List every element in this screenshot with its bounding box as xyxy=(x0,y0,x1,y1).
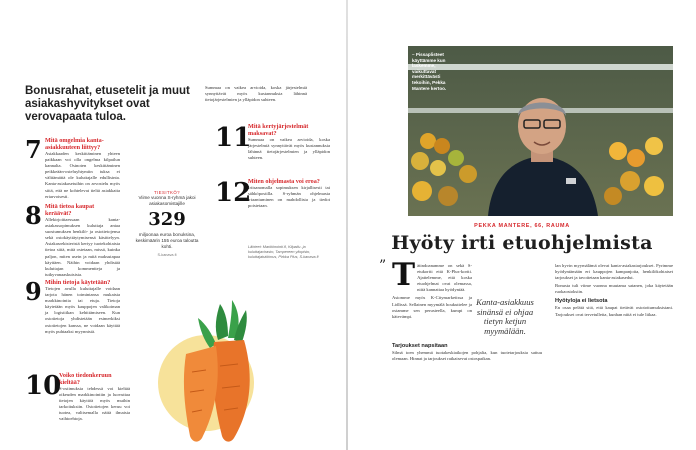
faq-answer: Asiakkaaden keskittäminen yhteen paikkaan voi olla ongelma kilpailun kannalta. Osinoten keskittäminen peikkeään-osteluyhtymiin tuksa ei välttämättä ole kuluttajalle edullisinta. Kanta-asiakasetuihin on arvostelu myös siitä, että ne kohtelevat tieltä asiakkaita eriarvoisesti. xyxy=(45,151,120,199)
faq-number: 7 xyxy=(25,135,42,164)
byline: PEKKA MANTERE, 66, RAUMA xyxy=(474,223,570,229)
faq-number: 8 xyxy=(25,201,42,230)
faq-item-7 xyxy=(25,137,120,200)
left-headline: Bonusrahat, etusetelit ja muut asiakashyvitykset ovat verovapaata tuloa. xyxy=(25,85,190,123)
faq-number: 11 xyxy=(215,123,252,153)
pull-quote: Kanta-asiakkuus sinänsä ei ohjaa tietyn ketjun myymälään. xyxy=(476,297,534,336)
faq-answer: Allekirjoittaessaan kanta-asiakassopimuksen kuluttaja antaa suostumuksen henkilö- ja ostotietojensa sekä ostokäyttäytymisensä käsittelyyn. Asiakasrekisteristä kertyy tuotekohtaista tietoa siitä, mitä ostetaan, missä, kuinka paljon, miten usein ja mitä maksutapaa käyttäen. Näihin voidaan yhdistää kuluttajan kommentteja ja tutkyvanaaskuisista. xyxy=(45,217,120,277)
faq-item-8 xyxy=(25,203,120,278)
faq-item-9 xyxy=(25,279,120,335)
paragraph: En osaa pelätä sitä, että kaupat tietävät ostotottumuksistani. Tarjoukset ovat tervetulleita, kunhan niitä ei tule liikaa. xyxy=(555,305,673,317)
drop-cap: T xyxy=(392,257,416,293)
faq-number: 9 xyxy=(25,277,42,306)
faq-question: Voiko tiedonkeruun kieltää? xyxy=(59,372,112,386)
subheading: Tarjoukset napsitaan xyxy=(392,343,448,349)
faq-item-12 xyxy=(215,178,330,209)
article-column-1 xyxy=(392,257,472,320)
paragraph: Asiomme myös K-Citymarketissa ja Lidlissä. Sellainen myymälä houkuttelee ja ostamme sen perusteella, kumpi on kätevämpi. xyxy=(392,295,472,319)
quote-mark-icon: ” xyxy=(379,258,387,274)
stat-box xyxy=(133,190,201,257)
faq-continued-text: Summaa on vaikea arvioida, koska järjestelmiä synnyttävät myös kustannuksia lähinnä tietojärjestelmien ja ylläpidon suhteen. xyxy=(205,85,307,103)
stat-value: 329 xyxy=(148,209,186,230)
faq-question: Mitä tietoa kaupat keräävät? xyxy=(45,203,95,217)
paragraph: Bonusta tuli viime vuonna muutama satanen, joka käytetään ruokaostoksiin. xyxy=(555,283,673,295)
subheading: Hyötyloja ei lietsota xyxy=(555,298,608,305)
article-title: Hyöty irti etuohjelmista xyxy=(391,232,653,254)
paragraph: ätindoanamme on sekä S- etukortti että K-Plus-kortti. Ajattelemme, että koska etuohjelmat ovat olemassa, niitä kannattaa hyödyntää. xyxy=(417,263,472,293)
paragraph: lan hyvin myymälämä olevat kanta-asiakastarjoukset. Pyrimme hyödyntämään eri kauppojen kampanjoita, henkilökohtaiset tarjoukset ja tavoitetaan kanta-asiakasedut. xyxy=(555,263,673,281)
faq-item-10 xyxy=(25,372,130,423)
faq-answer: Irtisanomalla sopimuksen kirjallisesti tai sähköpostilla. S-ryhmän ohjelmasta irtaantuminen on mahdollista ja tiedot poistetaan. xyxy=(248,185,330,209)
stat-tag: TIESITKÖ? xyxy=(153,190,181,195)
sources-note: Lähteet: Markkinointi.fi, Kilpailu- ja kuluttajavirasto, Tampereen yliopisto, kuluttajatutkimus, Pirkka Plus, S-kanava.fi xyxy=(248,245,319,259)
article-column-1-lower xyxy=(392,340,542,362)
left-column-top-text xyxy=(205,85,307,103)
photo-caption: – Pissaplisteet käyttämme kun laskemme, vaikuttavat merkittävästi tekoihin, Pekka Mantere kertoo. xyxy=(412,52,447,91)
paragraph: Silmä toen yhemmä tuotakeskiaikojen pohjalta, kun tuotetarjouksia sattuu olemaan. Hinnat ja tarjoukset ratkaisevat ostospaikan. xyxy=(392,350,542,362)
carrots-illustration xyxy=(158,288,290,446)
stat-unit: miljoonaa euroa bonuksina, keskimäärin 155 euroa taloutta kohti. xyxy=(135,232,199,249)
faq-question: Mihin tietoja käytetään? xyxy=(45,279,111,286)
stat-note: S-kanava.fi xyxy=(157,253,177,257)
faq-answer: S-ostimuksia tehdessä voi kieltää oikeuden markkinointiin ja luovuttaa tietojen käyttöä myös muihin tarkoituksiin. Ostotietojen keruu voi tuotea, valitsemalla näitä ilmaisia vaihtoehtoja. xyxy=(59,386,130,422)
faq-answer: Summaa on vaikea arvioida, koska järjestelmiä synnyttävät myös kustannuksia lähinnä tietojärjestelmien ja ylläpidon suhteen. xyxy=(248,137,330,161)
faq-item-11 xyxy=(215,123,330,161)
article-column-2 xyxy=(555,263,673,318)
stat-label: Viime vuonna S-ryhmä jakoi asiakasomistajille xyxy=(138,195,196,206)
faq-question: Mitä kertyjärjestelmät maksavat? xyxy=(248,123,309,137)
faq-question: Mitä omgelmia kanta-asiakkuuteen liittyy? xyxy=(45,137,104,151)
faq-number: 10 xyxy=(25,371,62,401)
faq-question: Miten ohjelmasta voi eroa? xyxy=(248,178,320,185)
faq-answer: Tietojen avulla kuluttajalle voidaan tarjota hänen toimintansa mukaista markkinointia tai etuja. Tietoja käytetään myös kauppojen valikoiman ja logistiikan kehittämiseen. Kun ostotietoja yhdistetään esimerkiksi ostotietojen kanssa, ne voidaan käyttää myös puhtaaksi myynnistä. xyxy=(45,286,120,334)
faq-number: 12 xyxy=(215,178,252,208)
